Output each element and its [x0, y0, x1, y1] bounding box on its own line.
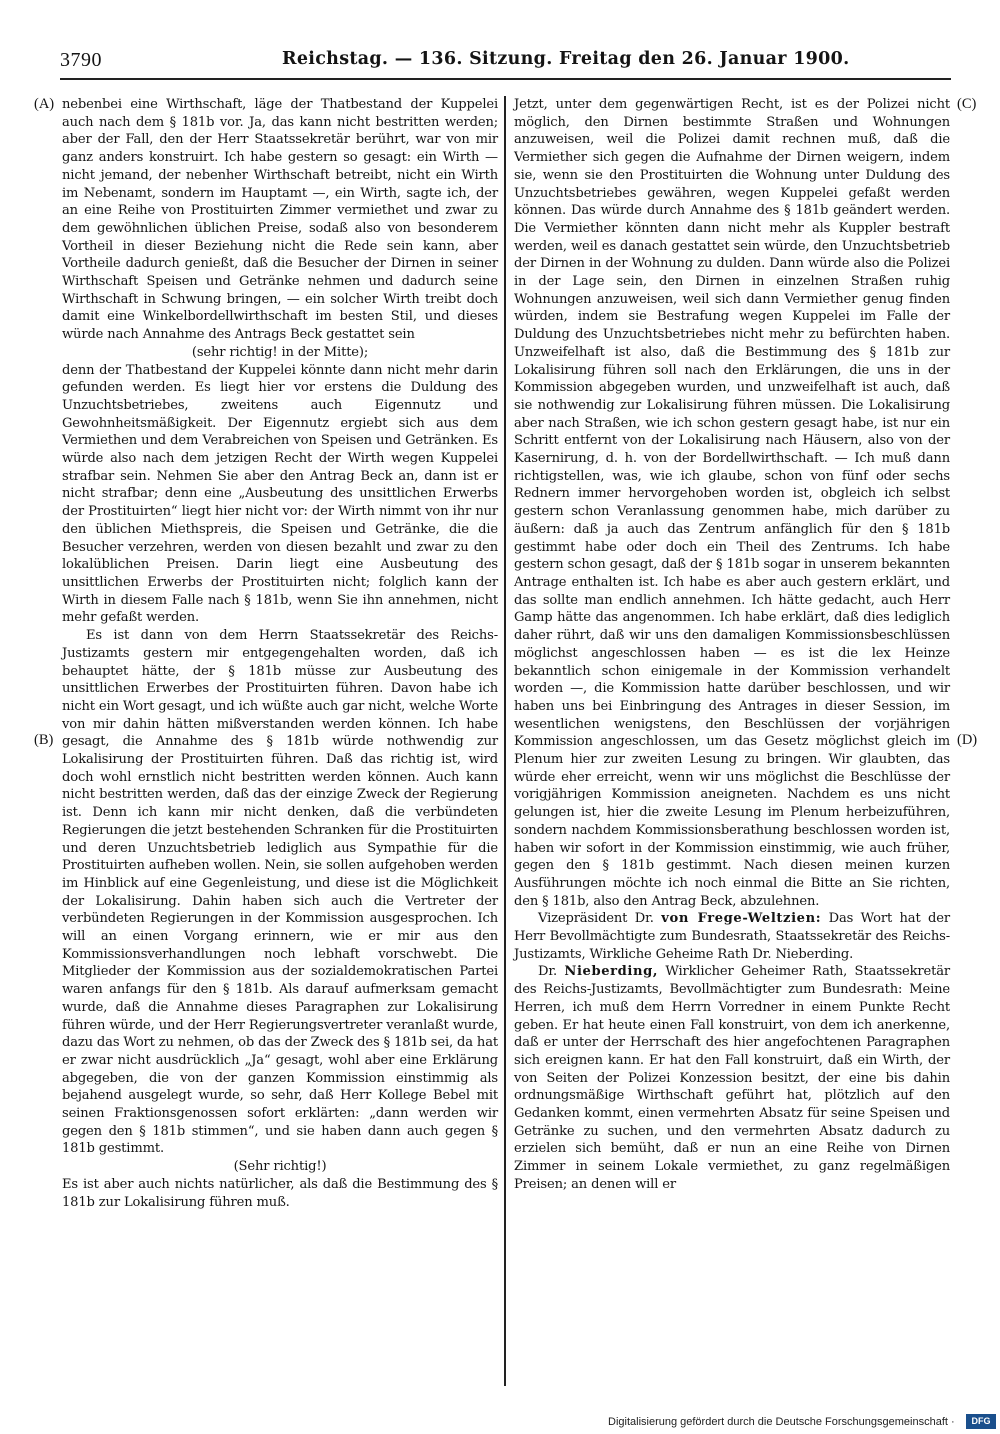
right-column — [514, 96, 950, 1194]
column-divider — [504, 96, 506, 1386]
left-column — [62, 96, 498, 1211]
interjection: (Sehr richtig!) — [233, 1159, 327, 1175]
margin-marker-c: (C) — [957, 96, 977, 112]
speaker-name: von Frege-Weltzien: — [661, 911, 822, 927]
speaker-paragraph — [514, 963, 950, 1193]
margin-marker-d: (D) — [957, 732, 978, 748]
margin-marker-b: (B) — [34, 732, 54, 748]
speech-text: Wirklicher Geheimer Rath, Staatssekretär des Reichs-Justizamts, Bevollmächtigter zum Bundesrath: Meine Herren, ich muß dem Herrn Vorredner in einem Punkte Recht geben. Er hat heute einen Fall konstruirt, von dem ich anerkenne, daß er unter der Herrschaft des hier angefochtenen Paragraphen sich ereignen kann. Er hat den Fall konstruirt, daß ein Wirth, der von Seiten der Polizei Konzession besitzt, der eine bis dahin ordnungsmäßige Wirthschaft geführt hat, plötzlich auf den Gedanken kommt, einen vermehrten Absatz für seine Speisen und Getränke zu suchen, und den vermehrten Absatz dadurch zu erzielen sich bemüht, daß er nun an eine Reihe von Dirnen Zimmer in seinem Lokale vermiethet, zu ganz regelmäßigen Preisen; an denen will er — [514, 964, 950, 1192]
left-paragraph: Es ist aber auch nichts natürlicher, als daß die Bestimmung des § 181b zur Lokalisirung führen muß. — [62, 1176, 498, 1210]
speaker-title: Dr. — [538, 964, 565, 980]
page-header — [0, 0, 1000, 70]
left-paragraph: Es ist dann von dem Herrn Staatssekretär des Reichs-Justizamts gestern mir entgegengehalten worden, daß ich behauptet hätte, der § 181b müsse zur Ausbeutung des unsittlichen Erwerbes der Prostituirten führen. Davon habe ich nicht ein Wort gesagt, und ich wüßte auch gar nicht, welche Worte von mir dahin hätten mißverstanden werden können. Ich habe gesagt, die Annahme des § 181b würde nothwendig zur Lokalisirung der Prostituirten führen. Daß das richtig ist, wird doch wohl ernstlich nicht bestritten werden können. Auch kann nicht bestritten werden, daß das der einzige Zweck der Regierung ist. Denn ich kann mir nicht denken, daß die verbündeten Regierungen die jetzt bestehenden Schranken für die Prostituirten und deren Unzuchtsbetrieb lediglich aus Sympathie für die Prostituirten aufheben wollen. Nein, sie sollen aufgehoben werden im Hinblick auf eine Gegenleistung, und diese ist die Möglichkeit der Lokalisirung. Dahin haben sich auch die Vertreter der verbündeten Regierungen in der Kommission ausgesprochen. Ich will an einen Vorgang erinnern, wie er mir aus den Kommissionsverhandlungen noch lebhaft vorschwebt. Die Mitglieder der Kommission aus der sozialdemokratischen Partei waren anfangs für den § 181b. Als darauf aufmerksam gemacht wurde, daß die Annahme dieses Paragraphen zur Lokalisirung führen würde, und der Herr Regierungsvertreter veranlaßt wurde, dazu das Wort zu nehmen, ob das der Zweck des § 181b sei, da hat er zwar nicht ausdrücklich „Ja“ gesagt, wohl aber eine Erklärung abgegeben, die von der ganzen Kommission einstimmig als bejahend ausgelegt wurde, so sehr, daß Herr Kollege Bebel mit seinen Fraktionsgenossen sofort erklärten: „dann werden wir gegen den § 181b stimmen“, und sie haben dann auch gegen § 181b gestimmt. — [62, 628, 498, 1157]
page-number: 3790 — [60, 49, 102, 71]
header-rule — [60, 78, 951, 80]
speech-text: Das Wort hat der Herr Bevollmächtigte zum Bundesrath, Staatssekretär des Reichs-Justizamts, Wirkliche Geheime Rath Dr. Nieberding. — [514, 911, 950, 962]
speaker-name: Nieberding, — [564, 964, 659, 980]
interjection: (sehr richtig! in der Mitte); — [191, 344, 369, 360]
right-paragraph: Jetzt, unter dem gegenwärtigen Recht, ist es der Polizei nicht möglich, den Dirnen bestimmte Straßen und Wohnungen anzuweisen, weil die Polizei damit rechnen muß, daß die Vermiether sich gegen die Aufnahme der Dirnen weigern, indem sie, wenn sie den Prostituirten die Wohnung unter Duldung des Unzuchtsbetriebes gewähren, wegen Kuppelei gefaßt werden können. Das würde durch Annahme des § 181b geändert werden. Die Vermiether könnten dann nicht mehr als Kuppler bestraft werden, weil es danach gestattet sein würde, den Unzuchtsbetrieb der Dirnen in der Wohnung zu dulden. Dann würde also die Polizei in der Lage sein, den Dirnen in einzelnen Straßen ruhig Wohnungen anzuweisen, weil sich dann Vermiether genug finden würden, indem sie Bestrafung wegen Kuppelei im Falle der Duldung des Unzuchtsbetriebes nicht mehr zu befürchten haben. Unzweifelhaft ist also, daß die Bestimmung des § 181b zur Lokalisirung führen soll nach den Erklärungen, die uns in der Kommission abgegeben wurden, und unzweifelhaft ist auch, daß sie nothwendig zur Lokalisirung führen müssen. Die Lokalisirung aber nach Straßen, wie ich schon gestern gesagt habe, ist nur ein Schritt entfernt von der Lokalisirung nach Häusern, also von der Kasernirung, d. h. von der Bordellwirthschaft. — Ich muß dann richtigstellen, was, wie ich glaube, schon von fünf oder sechs Rednern immer hervorgehoben worden ist, obgleich ich selbst gestern schon Veranlassung genommen habe, mich darüber zu äußern: daß ja auch das Zentrum anfänglich für den § 181b gestimmt habe oder doch ein Theil des Zentrums. Ich habe gestern schon gesagt, daß der § 181b sogar in unserem bekannten Antrage enthalten ist. Ich habe es aber auch gestern erklärt, und das sollte man endlich annehmen. Ich hätte gedacht, auch Herr Gamp hätte das angenommen. Ich habe erklärt, daß dies lediglich daher rührt, daß wir uns den damaligen Kommissionsbeschlüssen möglichst angeschlossen haben — es ist die lex Heinze bekanntlich schon einigemale in der Kommission verhandelt worden —, die Kommission hatte darüber beschlossen, und wir haben uns bei Einbringung des Antrages in dieser Session, im wesentlichen wenigstens, den Beschlüssen der vorjährigen Kommission angeschlossen, um das Gesetz möglichst gleich im Plenum hier zur zweiten Lesung zu bringen. Wir glaubten, das würde eher erreicht, wenn wir uns möglichst die Beschlüsse der vorigjährigen Kommission aneigneten. Nachdem es uns nicht gelungen ist, hier die zweite Lesung im Plenum herbeizuführen, sondern nachdem Kommissionsberathung beschlossen worden ist, haben wir sofort in der Kommission einstimmig, wie auch früher, gegen den § 181b gestimmt. Nach diesen meinen kurzen Ausführungen möchte ich noch einmal die Bitte an Sie richten, den § 181b, also den Antrag Beck, abzulehnen. — [514, 97, 950, 909]
speaker-title: Vizepräsident Dr. — [538, 911, 662, 927]
footer-credit: Digitalisierung gefördert durch die Deutsche Forschungsgemeinschaft · — [608, 1416, 955, 1428]
left-paragraph: nebenbei eine Wirthschaft, läge der Thatbestand der Kuppelei auch nach dem § 181b vor. Ja, das kann nicht bestritten werden; aber der Fall, den der Herr Staatssekretär berührt, war von mir ganz anders konstruirt. Ich habe gestern so gesagt: ein Wirth — nicht jemand, der nebenher Wirthschaft betreibt, nicht ein Wirth im Nebenamt, sondern im Hauptamt —, ein Wirth, sagte ich, der an eine Reihe von Prostituirten Zimmer vermiethet und zwar zu dem gewöhnlichen üblichen Preise, sodaß also von besonderem Vortheil in dieser Beziehung nicht die Rede sein kann, aber Vortheile dadurch genießt, daß die Besucher der Dirnen in seiner Wirthschaft Speisen und Getränke nehmen und dadurch seine Wirthschaft in Schwung bringen, — ein solcher Wirth treibt doch damit eine Winkelbordellwirthschaft im besten Stil, und dieses würde nach Annahme des Antrags Beck gestattet sein — [62, 97, 498, 343]
running-title: Reichstag. — 136. Sitzung. Freitag den 26. Januar 1900. — [282, 49, 850, 69]
speaker-paragraph — [514, 910, 950, 963]
dfg-logo: DFG — [966, 1414, 996, 1429]
left-paragraph: denn der Thatbestand der Kuppelei könnte dann nicht mehr darin gefunden werden. Es liegt hier vor erstens die Duldung des Unzuchtsbetriebes, zweitens auch Eigennutz und Gewohnheitsmäßigkeit. Der Eigennutz ergiebt sich aus dem Vermiethen und dem Verabreichen von Speisen und Getränken. Es würde also nach dem jetzigen Recht der Wirth wegen Kuppelei strafbar sein. Nehmen Sie aber den Antrag Beck an, dann ist er nicht strafbar; denn eine „Ausbeutung des unsittlichen Erwerbs der Prostituirten“ liegt hier nicht vor: der Wirth nimmt von ihr nur den üblichen Miethspreis, die Speisen und Getränke, die die Besucher verzehren, werden von diesen bezahlt und zwar zu den lokalüblichen Preisen. Darin liegt eine Ausbeutung des unsittlichen Erwerbs der Prostituirten nicht; folglich kann der Wirth in diesem Falle nach § 181b, wenn Sie ihn annehmen, nicht mehr gefaßt werden. — [62, 362, 498, 626]
margin-marker-a: (A) — [34, 96, 55, 112]
